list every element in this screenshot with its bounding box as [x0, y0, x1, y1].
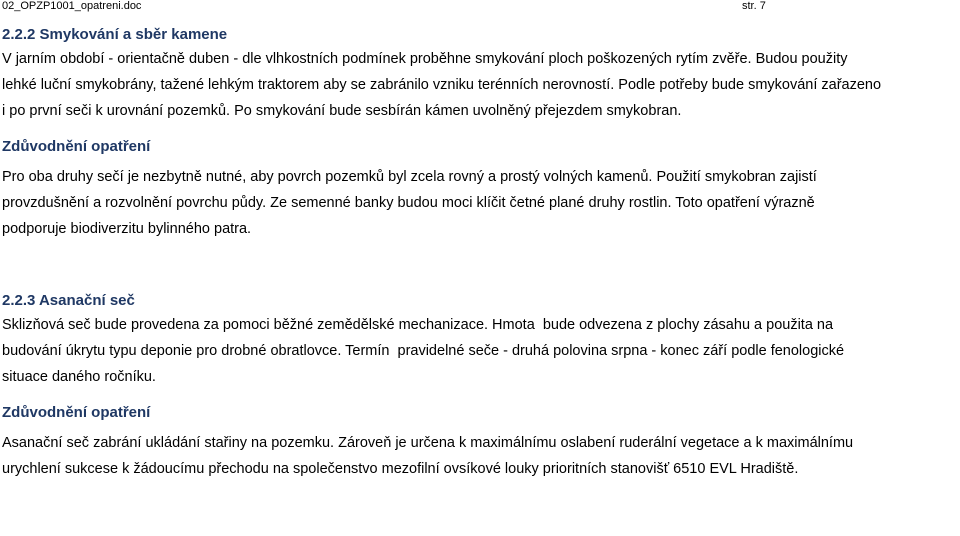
text-line: provzdušnění a rozvolnění povrchu půdy. Ze semenné banky budou moci klíčit četné plané druhy rostlin. Toto opatření výrazně — [2, 195, 815, 211]
text-line: Pro oba druhy sečí je nezbytně nutné, aby povrch pozemků byl zcela rovný a prostý volných kamenů. Použití smykobran zajistí — [2, 169, 817, 185]
text-line: urychlení sukcese k žádoucímu přechodu na společenstvo mezofilní ovsíkové louky prioritních stanovišť 6510 EVL Hradiště. — [2, 461, 799, 477]
text-line: Sklizňová seč bude provedena za pomoci běžné zemědělské mechanizace. Hmota bude odvezena z plochy zásahu a použita na — [2, 317, 834, 333]
justification-paragraph — [2, 164, 960, 242]
justification-paragraph — [2, 430, 960, 482]
text-line: i po první seči k urovnání pozemků. Po smykování bude sesbírán kámen uvolněný přejezdem smykobran. — [2, 103, 682, 119]
text-line: Asanační seč zabrání ukládání stařiny na pozemku. Zároveň je určena k maximálnímu oslabení ruderální vegetace a k maximálnímu — [2, 435, 854, 451]
section-heading-smykovani: 2.2.2 Smykování a sběr kamene — [2, 26, 228, 43]
text-line: lehké luční smykobrány, tažené lehkým traktorem aby se zabránilo vzniku terénních nerovností. Podle potřeby bude smykování zařazeno — [2, 77, 882, 93]
justification-heading: Zdůvodnění opatření — [2, 138, 151, 155]
section-paragraph-smykovani — [2, 46, 960, 124]
justification-heading: Zdůvodnění opatření — [2, 404, 151, 421]
page-header — [0, 0, 960, 12]
section-heading-asanacni-sec: 2.2.3 Asanační seč — [2, 292, 135, 309]
text-line: budování úkrytu typu deponie pro drobné obratlovce. Termín pravidelné seče - druhá polovina srpna - konec září podle fenologické — [2, 343, 845, 359]
text-line: V jarním období - orientačně duben - dle vlhkostních podmínek proběhne smykování ploch poškozených rytím zvěře. Budou použity — [2, 51, 848, 67]
text-line: situace daného ročníku. — [2, 369, 156, 385]
text-line: podporuje biodiverzitu bylinného patra. — [2, 221, 252, 237]
section-paragraph-asanacni-sec — [2, 312, 960, 390]
page-number: str. 7 — [742, 0, 766, 12]
document-body — [2, 24, 960, 482]
document-filename: 02_OPZP1001_opatreni.doc — [2, 0, 142, 12]
